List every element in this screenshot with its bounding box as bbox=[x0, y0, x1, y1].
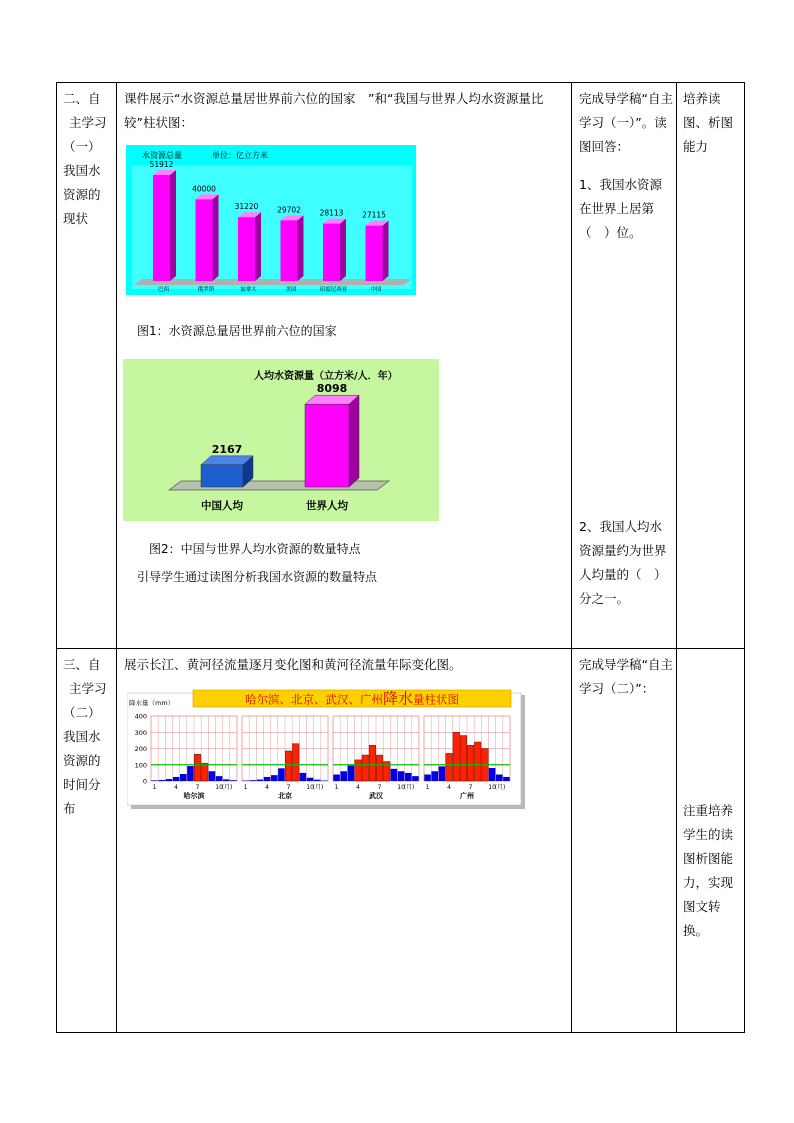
precip-bar bbox=[223, 779, 230, 781]
y-tick-label: 100 bbox=[134, 761, 147, 770]
x-tick-label: 10 bbox=[488, 784, 496, 791]
bar-side bbox=[298, 215, 304, 281]
precip-bar bbox=[424, 775, 431, 782]
precip-bar bbox=[474, 742, 481, 781]
precip-bar bbox=[333, 775, 340, 782]
figure-2-caption: 图2：中国与世界人均水资源的数量特点 bbox=[149, 542, 361, 556]
chart-title-part: 量柱状图 bbox=[413, 692, 460, 707]
chart-title bbox=[245, 690, 459, 708]
x-tick-label: 7 bbox=[286, 784, 291, 791]
precip-bar bbox=[187, 766, 194, 781]
content-intro: 展示长江、黄河径流量逐月变化图和黄河径流量年际变化图。 bbox=[124, 657, 462, 672]
stage-cell bbox=[57, 83, 117, 649]
x-tick-label: 中国人均 bbox=[201, 500, 243, 512]
bar bbox=[281, 220, 298, 281]
chart-title: 水资源总量 bbox=[142, 151, 182, 160]
purpose-cell bbox=[677, 83, 745, 649]
bar-side bbox=[255, 212, 261, 281]
precip-bar bbox=[439, 766, 446, 781]
stage-line: 资源的 bbox=[63, 753, 101, 768]
bar bbox=[201, 465, 243, 487]
per-capita-chart bbox=[123, 359, 439, 521]
stage-line: 主学习 bbox=[69, 681, 107, 696]
stage-cell bbox=[57, 649, 117, 1033]
precip-bar bbox=[300, 773, 307, 781]
x-tick-label: 1 bbox=[425, 784, 430, 791]
city-label: 北京 bbox=[278, 792, 292, 800]
student-activity-cell bbox=[572, 83, 677, 649]
precip-bar bbox=[278, 768, 285, 781]
y-tick-label: 0 bbox=[142, 777, 147, 786]
precip-bar bbox=[446, 753, 453, 781]
x-unit-label: (月) bbox=[221, 784, 233, 791]
lesson-plan-table bbox=[56, 82, 745, 1033]
precip-bar bbox=[173, 777, 180, 781]
stage-line: 我国水 bbox=[63, 729, 101, 744]
x-tick-label: 印度尼西亚 bbox=[319, 287, 348, 293]
precip-bar bbox=[249, 780, 256, 781]
data-label: 31220 bbox=[234, 202, 259, 212]
city-label: 哈尔滨 bbox=[183, 792, 205, 800]
precip-bar bbox=[398, 771, 405, 781]
precip-bar bbox=[230, 780, 237, 781]
purpose-text: 注重培养学生的读图析图能力，实现图文转换。 bbox=[683, 803, 734, 938]
precip-bar bbox=[209, 771, 216, 781]
chart-unit: 单位：亿立方米 bbox=[212, 151, 268, 160]
total-water-chart bbox=[126, 145, 416, 295]
precipitation-chart bbox=[127, 689, 525, 809]
bar-side bbox=[213, 194, 219, 281]
bar bbox=[196, 199, 213, 281]
precip-bar bbox=[405, 773, 412, 781]
stage-line: 时间分 bbox=[63, 777, 101, 792]
precip-bar bbox=[369, 745, 376, 781]
bar-side bbox=[170, 170, 176, 281]
y-axis-label: 降水量（mm） bbox=[129, 699, 175, 707]
data-label: 27115 bbox=[362, 210, 386, 220]
x-unit-label: (月) bbox=[494, 784, 506, 791]
chart-title-part: 哈尔滨、北京、武汉、广州 bbox=[244, 692, 383, 707]
x-tick-label: 俄罗斯 bbox=[197, 287, 215, 293]
precip-bar bbox=[362, 755, 369, 781]
x-tick-label: 1 bbox=[334, 784, 339, 791]
precip-bar bbox=[453, 732, 460, 781]
precip-bar bbox=[376, 755, 383, 781]
precip-bar bbox=[285, 751, 292, 781]
x-unit-label: (月) bbox=[403, 784, 415, 791]
x-tick-label: 10 bbox=[215, 784, 223, 791]
x-tick-label: 中国 bbox=[370, 287, 382, 293]
precip-bar bbox=[271, 775, 278, 781]
guide-text: 引导学生通过读图分析我国水资源的数量特点 bbox=[137, 570, 378, 584]
precip-bar bbox=[314, 780, 321, 781]
student-activity-text: 完成导学稿“自主学习（一）”。读图回答： bbox=[579, 91, 673, 154]
x-tick-label: 4 bbox=[265, 784, 269, 791]
content-intro: 课件展示“水资源总量居世界前六位的国家 ”和“我国与世界人均水资源量比较”柱状图： bbox=[124, 91, 544, 130]
precip-bar bbox=[307, 778, 314, 781]
x-tick-label: 10 bbox=[306, 784, 314, 791]
data-label: 40000 bbox=[192, 184, 216, 194]
bar-side bbox=[383, 221, 389, 281]
precip-bar bbox=[216, 776, 223, 781]
precip-bar bbox=[257, 780, 264, 781]
chart-title-part: 降水 bbox=[382, 689, 414, 708]
x-tick-label: 1 bbox=[152, 784, 157, 791]
content-cell bbox=[117, 649, 572, 1033]
purpose-cell bbox=[677, 649, 745, 1033]
data-label: 2167 bbox=[211, 442, 243, 456]
precip-bar bbox=[391, 769, 398, 781]
x-tick-label: 7 bbox=[377, 784, 382, 791]
y-tick-label: 300 bbox=[134, 728, 147, 737]
city-label: 广州 bbox=[460, 792, 474, 800]
purpose-text: 培养读图、析图能力 bbox=[683, 91, 734, 154]
stage-line: 现状 bbox=[63, 211, 89, 226]
bar bbox=[153, 175, 170, 281]
question-1: 1、我国水资源在世界上居第（ ）位。 bbox=[579, 177, 662, 240]
table-row bbox=[57, 649, 745, 1033]
x-tick-label: 美国 bbox=[285, 287, 297, 293]
student-activity-cell bbox=[572, 649, 677, 1033]
stage-line: 二、自 bbox=[63, 91, 101, 106]
content-cell bbox=[117, 83, 572, 649]
data-label: 29702 bbox=[277, 205, 301, 215]
stage-line: （一） bbox=[63, 139, 101, 154]
bar bbox=[366, 226, 383, 281]
stage-line: 布 bbox=[63, 801, 76, 816]
precip-bar bbox=[340, 771, 347, 781]
precip-bar bbox=[158, 780, 165, 781]
precip-bar bbox=[467, 745, 474, 781]
precip-bar bbox=[180, 774, 187, 781]
table-row bbox=[57, 83, 745, 649]
x-tick-label: 4 bbox=[356, 784, 360, 791]
figure-1-caption: 图1：水资源总量居世界前六位的国家 bbox=[137, 324, 337, 338]
bar-side bbox=[340, 219, 346, 281]
x-unit-label: (月) bbox=[312, 784, 324, 791]
precip-bar bbox=[348, 766, 355, 781]
data-label: 8098 bbox=[316, 382, 348, 396]
x-tick-label: 加拿大 bbox=[240, 287, 257, 293]
precip-bar bbox=[194, 754, 201, 781]
student-activity-text: 完成导学稿“自主学习（二）”： bbox=[579, 657, 673, 696]
stage-line: 我国水 bbox=[63, 163, 101, 178]
y-tick-label: 200 bbox=[134, 745, 147, 753]
precip-bar bbox=[355, 760, 362, 781]
stage-line: 三、自 bbox=[63, 657, 101, 672]
precip-bar bbox=[496, 775, 503, 782]
data-label: 28113 bbox=[319, 208, 344, 218]
x-tick-label: 4 bbox=[174, 784, 178, 791]
precip-bar bbox=[201, 763, 208, 781]
question-2: 2、我国人均水资源量约为世界人均量的（ ）分之一。 bbox=[579, 519, 667, 606]
precip-bar bbox=[431, 771, 438, 781]
precip-bar bbox=[292, 744, 299, 781]
precip-bar bbox=[166, 779, 173, 781]
precip-bar bbox=[412, 776, 419, 781]
precip-bar bbox=[151, 780, 158, 781]
data-label: 51912 bbox=[149, 159, 174, 169]
bar bbox=[238, 217, 255, 281]
x-tick-label: 10 bbox=[397, 784, 405, 791]
bar bbox=[305, 404, 349, 487]
x-tick-label: 7 bbox=[195, 784, 200, 791]
x-tick-label: 1 bbox=[243, 784, 248, 791]
bar bbox=[323, 224, 340, 281]
precip-bar bbox=[489, 768, 496, 781]
x-tick-label: 4 bbox=[447, 784, 451, 791]
chart-background bbox=[123, 359, 439, 521]
stage-line: 资源的 bbox=[63, 187, 101, 202]
x-tick-label: 世界人均 bbox=[306, 500, 348, 512]
city-label: 武汉 bbox=[369, 792, 383, 800]
x-tick-label: 7 bbox=[468, 784, 473, 791]
chart-title: 人均水资源量（立方米/人．年） bbox=[254, 371, 398, 382]
stage-line: 主学习 bbox=[69, 115, 107, 130]
precip-bar bbox=[264, 777, 271, 781]
y-tick-label: 400 bbox=[134, 712, 147, 721]
x-tick-label: 巴西 bbox=[157, 287, 170, 293]
stage-line: （二） bbox=[63, 705, 101, 720]
precip-bar bbox=[460, 736, 467, 782]
bar-side bbox=[349, 395, 359, 487]
precip-bar bbox=[503, 777, 510, 781]
